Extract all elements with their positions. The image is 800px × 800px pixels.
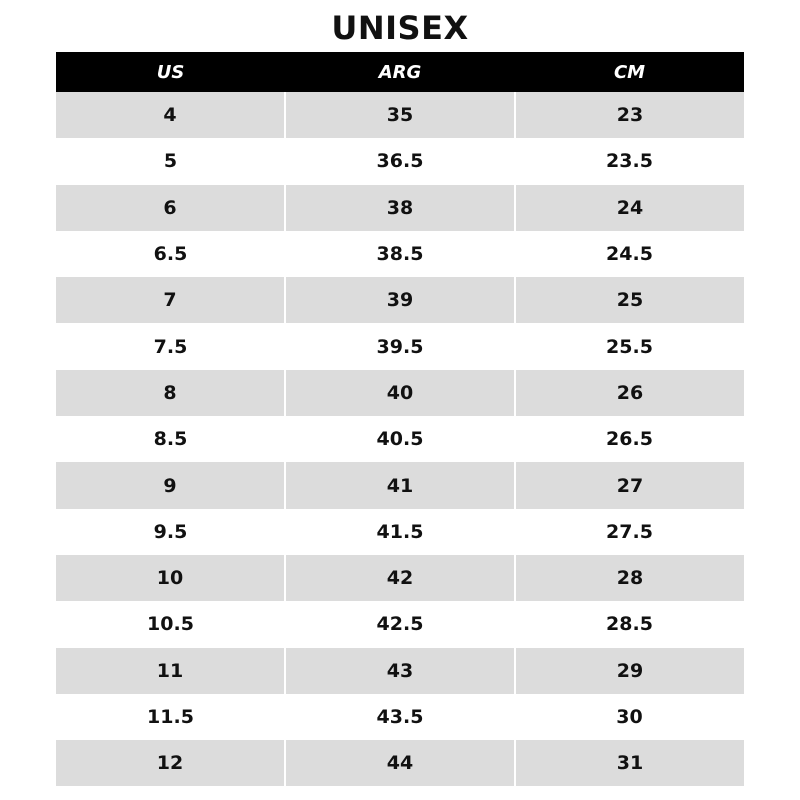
cell-arg: 44 (285, 740, 515, 786)
table-row (56, 185, 744, 231)
cell-us: 9.5 (153, 520, 188, 543)
cell-cm: 23.5 (606, 150, 653, 173)
cell-us: 11 (56, 648, 285, 694)
cell-cm: 26 (515, 370, 744, 416)
cell-cm: 27 (515, 462, 744, 508)
header-arg: ARG (285, 52, 515, 92)
table-row (56, 92, 744, 138)
cell-us: 6.5 (153, 243, 188, 266)
cell-us: 8.5 (153, 428, 188, 451)
cell-cm: 31 (515, 740, 744, 786)
cell-cm: 25.5 (606, 335, 653, 358)
table-row (56, 138, 744, 184)
table-row (56, 323, 744, 369)
cell-us: 4 (56, 92, 285, 138)
cell-us: 5 (163, 150, 178, 173)
table-row (56, 648, 744, 694)
cell-arg: 40 (285, 370, 515, 416)
cell-cm: 25 (515, 277, 744, 323)
table-row (56, 277, 744, 323)
cell-cm: 26.5 (606, 428, 653, 451)
cell-us: 9 (56, 462, 285, 508)
cell-us: 7.5 (153, 335, 188, 358)
cell-cm: 29 (515, 648, 744, 694)
cell-cm: 27.5 (606, 520, 653, 543)
table-row (56, 231, 744, 277)
cell-arg: 41 (285, 462, 515, 508)
cell-us: 11.5 (147, 706, 194, 728)
cell-us: 7 (56, 277, 285, 323)
cell-us: 12 (56, 740, 285, 786)
cell-us: 10 (56, 555, 285, 601)
size-chart-table (56, 52, 744, 786)
cell-arg: 43 (285, 648, 515, 694)
table-header (56, 52, 744, 92)
header-us: US (56, 52, 285, 92)
cell-us: 8 (56, 370, 285, 416)
cell-arg: 43.5 (376, 706, 424, 728)
table-row (56, 694, 744, 740)
header-cm: CM (515, 52, 744, 92)
table-body (56, 92, 744, 786)
cell-arg: 38.5 (376, 243, 424, 266)
cell-arg: 42.5 (376, 613, 424, 636)
cell-cm: 24.5 (606, 243, 653, 266)
table-row (56, 740, 744, 786)
table-row (56, 462, 744, 508)
cell-cm: 28.5 (606, 613, 653, 636)
cell-arg: 35 (285, 92, 515, 138)
table-row (56, 601, 744, 647)
page-title: UNISEX (331, 9, 469, 47)
table-row (56, 370, 744, 416)
cell-arg: 36.5 (376, 150, 424, 173)
cell-cm: 30 (616, 706, 643, 728)
cell-arg: 39 (285, 277, 515, 323)
table-row (56, 555, 744, 601)
cell-arg: 41.5 (376, 520, 424, 543)
cell-arg: 42 (285, 555, 515, 601)
cell-us: 6 (56, 185, 285, 231)
header-row (56, 52, 744, 92)
cell-arg: 40.5 (376, 428, 424, 451)
cell-cm: 24 (515, 185, 744, 231)
cell-arg: 38 (285, 185, 515, 231)
cell-cm: 28 (515, 555, 744, 601)
cell-us: 10.5 (147, 613, 194, 636)
table-row (56, 416, 744, 462)
cell-arg: 39.5 (376, 335, 424, 358)
table-row (56, 509, 744, 555)
cell-cm: 23 (515, 92, 744, 138)
